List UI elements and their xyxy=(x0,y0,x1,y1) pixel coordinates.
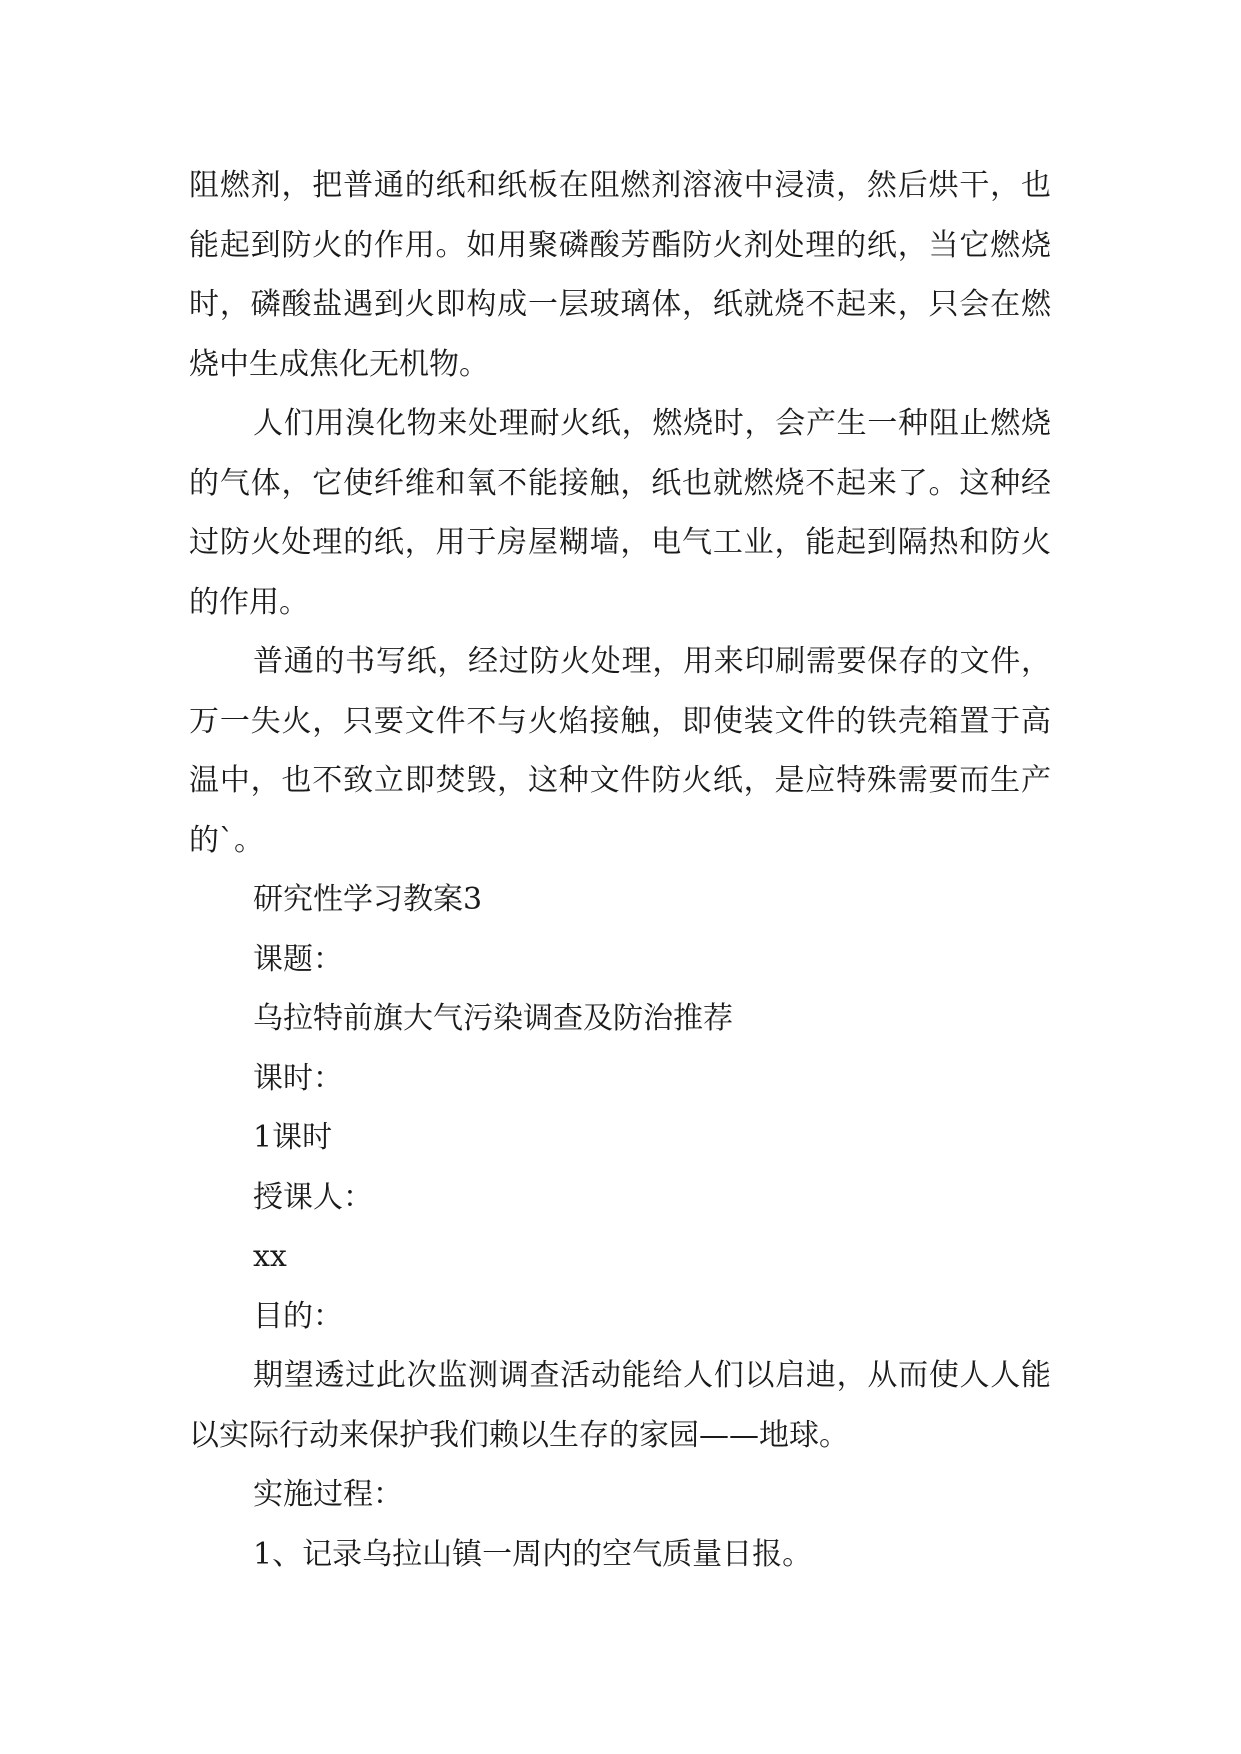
duration-value: 1课时 xyxy=(253,1120,333,1155)
paragraph-bromide-treatment: 人们用溴化物来处理耐火纸，燃烧时，会产生一种阻止燃烧的气体，它使纤维和氧不能接触，纸也就燃烧不起来了。这种经过防火处理的纸，用于房屋糊墙，电气工业，能起到隔热和防火的作用。 xyxy=(189,406,1051,620)
teacher-value: xx xyxy=(253,1239,287,1274)
purpose-label: 目的： xyxy=(253,1298,343,1334)
purpose-value: 期望透过此次监测调查活动能给人们以启迪，从而使人人能以实际行动来保护我们赖以生存的家园——地球。 xyxy=(189,1358,1051,1453)
paragraph-fire-retardant-paper: 阻燃剂，把普通的纸和纸板在阻燃剂溶液中浸渍，然后烘干，也能起到防火的作用。如用聚磷酸芳酯防火剂处理的纸，当它燃烧时，磷酸盐遇到火即构成一层玻璃体，纸就烧不起来，只会在燃烧中生成焦化无机物。 xyxy=(189,168,1051,382)
paragraph-document-paper: 普通的书写纸，经过防火处理，用来印刷需要保存的文件，万一失火，只要文件不与火焰接触，即使装文件的铁壳箱置于高温中，也不致立即焚毁，这种文件防火纸，是应特殊需要而生产的`。 xyxy=(189,644,1051,858)
process-label: 实施过程： xyxy=(253,1477,403,1512)
process-step-1: 1、记录乌拉山镇一周内的空气质量日报。 xyxy=(253,1536,813,1572)
duration-label: 课时： xyxy=(253,1060,343,1096)
teacher-label: 授课人： xyxy=(253,1179,373,1215)
topic-value: 乌拉特前旗大气污染调查及防治推荐 xyxy=(253,1001,733,1036)
topic-label: 课题： xyxy=(253,941,343,977)
lesson-title: 研究性学习教案3 xyxy=(253,882,483,917)
document-body xyxy=(189,156,1051,1584)
